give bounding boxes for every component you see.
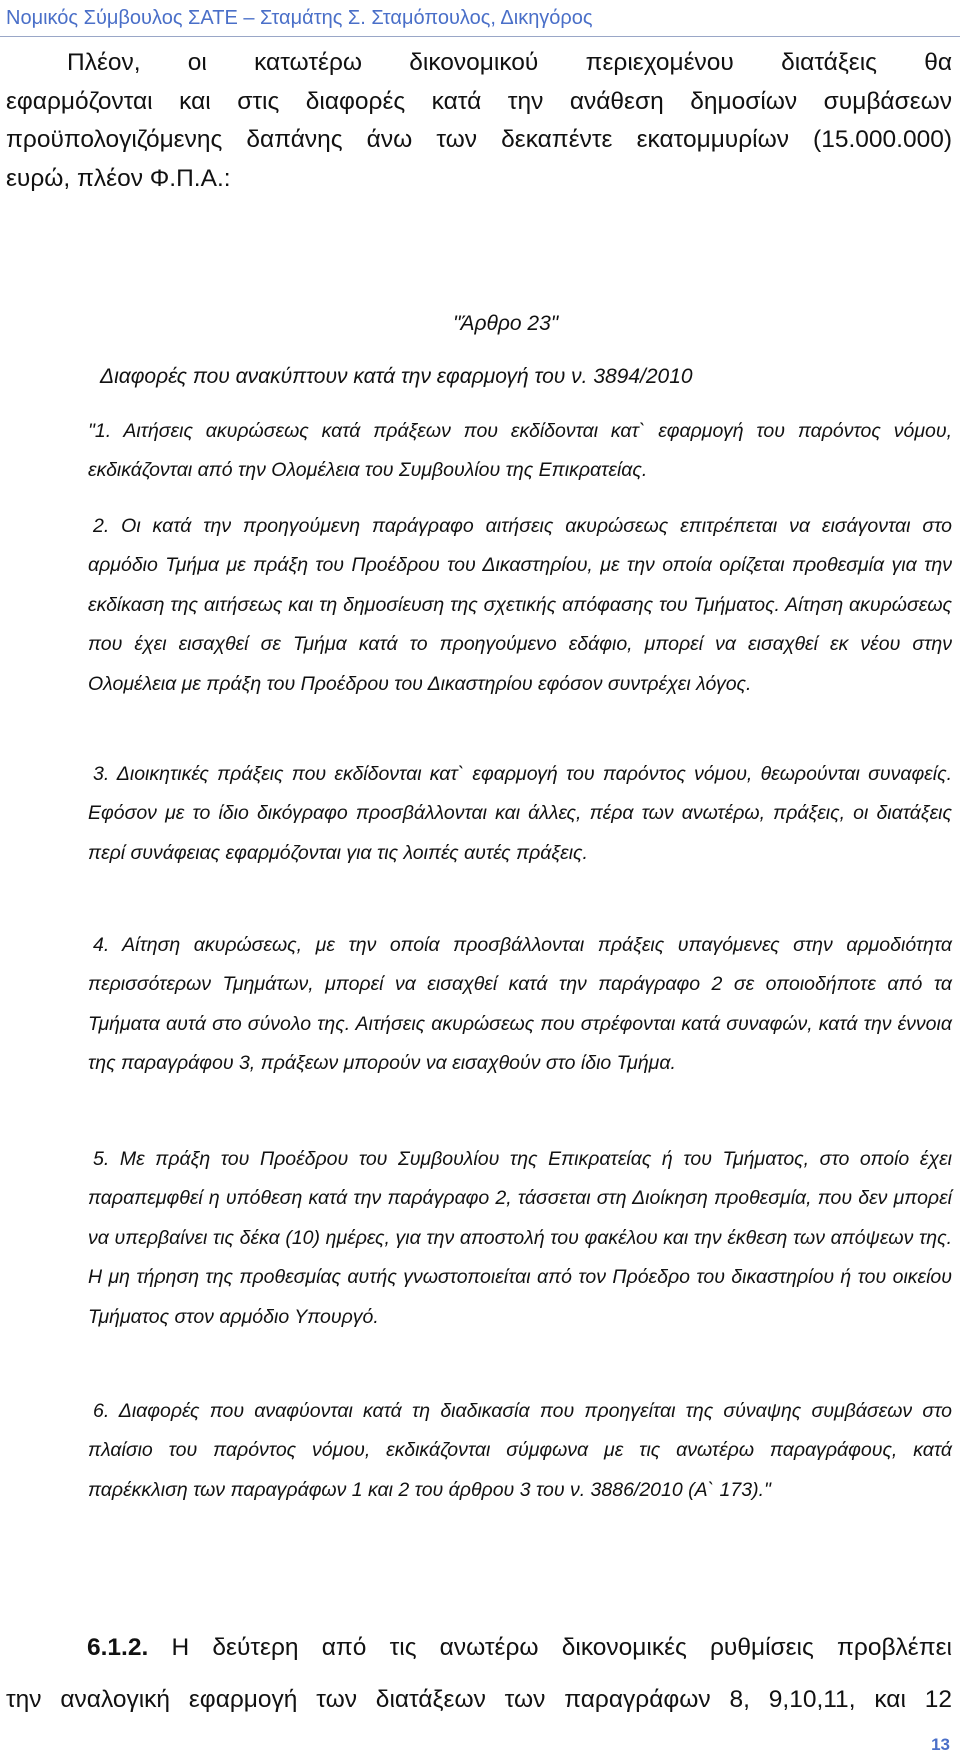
article-paragraph-1 bbox=[88, 412, 952, 491]
section-number: 6.1.2. bbox=[87, 1634, 149, 1661]
paragraph-text: 2. Οι κατά την προηγούμενη παράγραφο αιτήσεις ακυρώσεως επιτρέπεται να εισάγονται στο αρμόδιο Τμήμα με πράξη του Προέδρου του Δικαστηρίου, με την οποία ορίζεται προθεσμία για την εκδίκαση της αιτήσεως και τη δημοσίευση της σχετικής απόφασης του Τμήματος. Αίτηση ακυρώσεως που έχει εισαχθεί σε Τμήμα κατά το προηγούμενο εδάφιο, μπορεί να εισαχθεί εκ νέου στην Ολομέλεια με πράξη του Προέδρου του Δικαστηρίου εφόσον συντρέχει λόγος. bbox=[88, 515, 952, 695]
article-title: "Άρθρο 23" bbox=[453, 312, 559, 335]
article-subtitle: Διαφορές που ανακύπτουν κατά την εφαρμογή του ν. 3894/2010 bbox=[100, 365, 693, 388]
article-paragraph-4 bbox=[88, 926, 952, 1084]
header-text: Νομικός Σύμβουλος ΣΑΤΕ – Σταμάτης Σ. Σταμόπουλος, Δικηγόρος bbox=[6, 7, 593, 29]
article-paragraph-3 bbox=[88, 755, 952, 873]
paragraph-text: "1. Αιτήσεις ακυρώσεως κατά πράξεων που εκδίδονται κατ` εφαρμογή του παρόντος νόμου, εκδικάζονται από την Ολομέλεια του Συμβουλίου της Επικρατείας. bbox=[88, 420, 952, 482]
paragraph-text: 4. Αίτηση ακυρώσεως, με την οποία προσβάλλονται πράξεις υπαγόμενες στην αρμοδιότητα περισσότερων Τμημάτων, μπορεί να εισαχθεί κατά την παράγραφο 2 σε οποιοδήποτε από τα Τμήματα αυτά στο σύνολο της. Αιτήσεις ακυρώσεως που στρέφονται κατά συναφών, κατά την έννοια της παραγράφου 3, πράξεων μπορούν να εισαχθούν στο ίδιο Τμήμα. bbox=[88, 934, 952, 1075]
intro-paragraph bbox=[6, 44, 952, 198]
page-header bbox=[0, 0, 960, 37]
paragraph-text: 3. Διοικητικές πράξεις που εκδίδονται κατ` εφαρμογή του παρόντος νόμου, θεωρούνται συναφείς. Εφόσον με το ίδιο δικόγραφο προσβάλλονται και άλλες, πέρα των ανωτέρω, πράξεις, οι διατάξεις περί συνάφειας εφαρμόζονται για τις λοιπές αυτές πράξεις. bbox=[88, 763, 952, 864]
paragraph-text: 5. Με πράξη του Προέδρου του Συμβουλίου της Επικρατείας ή του Τμήματος, στο οποίο έχει παραπεμφθεί η υπόθεση κατά την παράγραφο 2, τάσσεται στη Διοίκηση προθεσμία, που δεν μπορεί να υπερβαίνει τις δέκα (10) ημέρες, για την αποστολή του φακέλου και την έκθεση των απόψεων της. Η μη τήρηση της προθεσμίας αυτής γνωστοποιείται από τον Πρόεδρο του δικαστηρίου ή του οικείου Τμήματος στον αρμόδιο Υπουργό. bbox=[88, 1148, 952, 1328]
paragraph-text: 6. Διαφορές που αναφύονται κατά τη διαδικασία που προηγείται της σύναψης συμβάσεων στο πλαίσιο του παρόντος νόμου, εκδικάζονται σύμφωνα με τις ανωτέρω παραγράφους, κατά παρέκκλιση των παραγράφων 1 και 2 του άρθρου 3 του ν. 3886/2010 (Α` 173)." bbox=[88, 1400, 952, 1501]
article-paragraph-6 bbox=[88, 1392, 952, 1510]
page-number: 13 bbox=[931, 1735, 950, 1754]
section-line-2: την αναλογική εφαρμογή των διατάξεων των παραγράφων 8, 9,10,11, και 12 bbox=[6, 1686, 952, 1713]
article-paragraph-2 bbox=[88, 507, 952, 704]
intro-line-4: ευρώ, πλέον Φ.Π.Α.: bbox=[6, 164, 231, 192]
intro-line-3: προϋπολογιζόμενης δαπάνης άνω των δεκαπέντε εκατομμυρίων (15.000.000) bbox=[6, 126, 952, 153]
section-line-1 bbox=[6, 1622, 952, 1674]
article-paragraph-5 bbox=[88, 1140, 952, 1337]
section-6-1-2 bbox=[6, 1622, 952, 1726]
intro-line-2: εφαρμόζονται και στις διαφορές κατά την ανάθεση δημοσίων συμβάσεων bbox=[6, 87, 952, 115]
section-line-1-text: Η δεύτερη από τις ανωτέρω δικονομικές ρυθμίσεις προβλέπει bbox=[148, 1634, 952, 1661]
intro-line-1: Πλέον, οι κατωτέρω δικονομικού περιεχομένου διατάξεις θα bbox=[67, 49, 952, 76]
